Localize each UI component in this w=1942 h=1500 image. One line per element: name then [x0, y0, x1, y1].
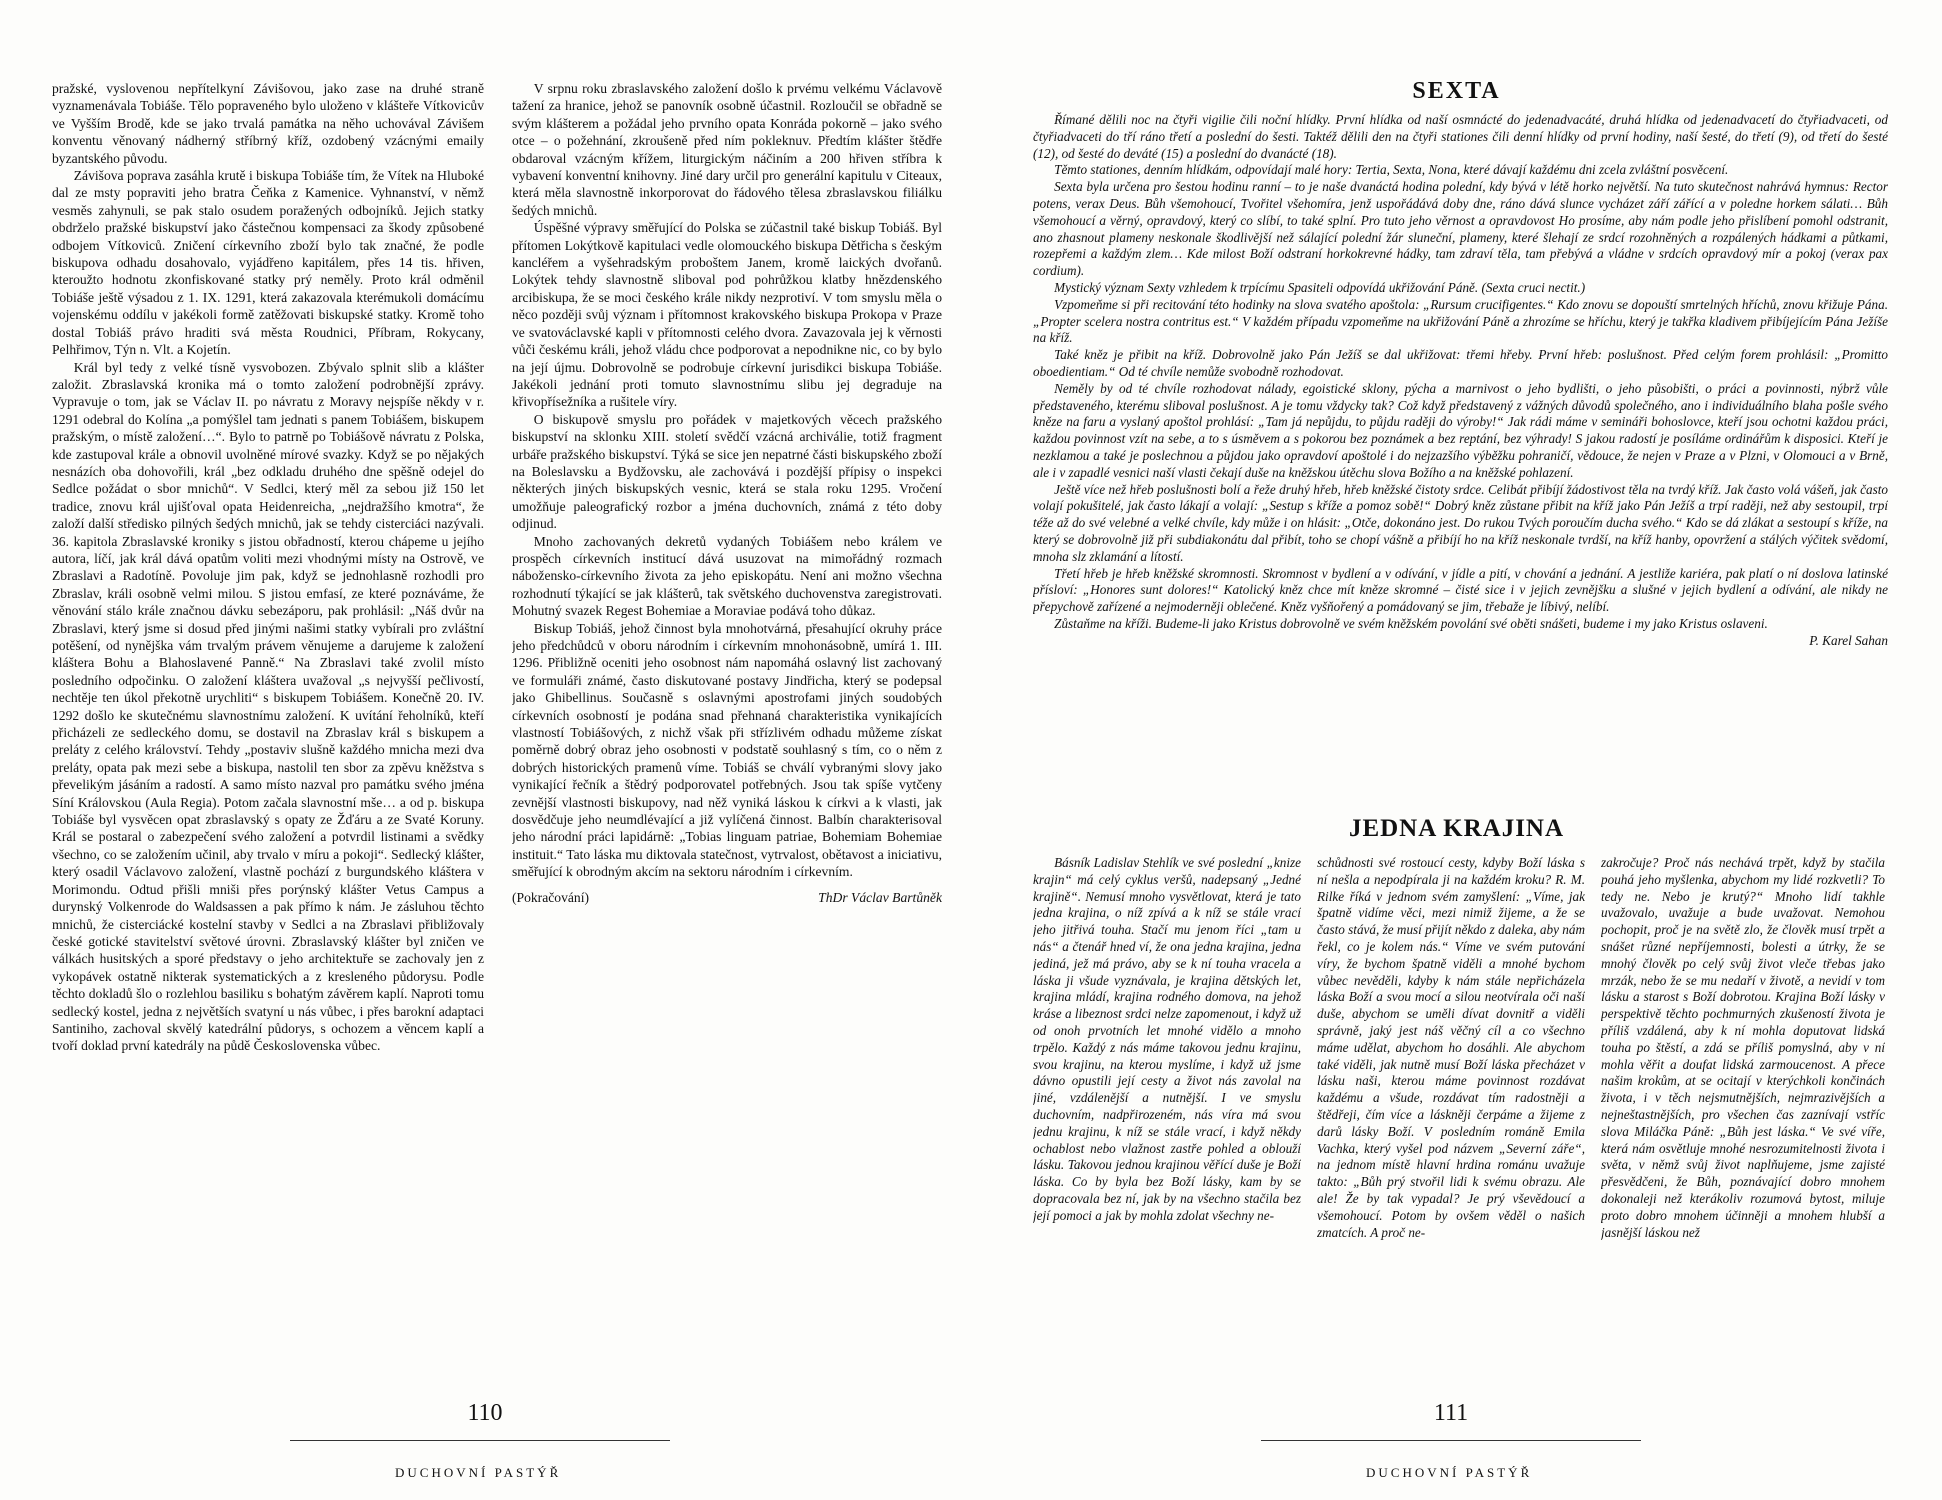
footer-title: DUCHOVNÍ PASTÝŘ: [1366, 1465, 1533, 1480]
paragraph: zakročuje? Proč nás nechává trpět, když by stačila pouhá jeho myšlenka, abychom my lidé rozkvetli? To tedy ne. Nebo je krutý?“ Mnoho lidí takhle uvažovalo, uvažuje a bude uvažovat. Nemohou pochopit, proč je na světě zlo, že člověk musí trpět a snášet různé nepříjemnosti, bolesti a útrky, že se mnohý člověk po celý svůj život vleče třebas jako mrzák, nebo že se mu nedaří v životě, a nevidí v tom lásku a starost s Boží dobrotou. Krajina Boží lásky v perspektivě těchto pochmurných zkušeností života je příliš vzdálená, aby k ní mohla doputovat lidská touha po štěstí, a zdá se příliš pomyslná, aby v ní mohla věřit a doufat lidská zarmoucenost. A přece našim krokům, at se ocitají v kterýchkoli končinách života, i v těch nejsmutnějších, nejmrazivějších a nejneštastnějších, pro všechen čas zaznívají vstříc slova Miláčka Páně: „Bůh jest láska.“ Ve své víře, která nám osvětluje mnohé nesrozumitelnosti života i světa, v němž svůj život naplňujeme, jsme zajisté přesvědčeni, že Bůh, poznávající dobro mnohem dokonaleji než kterákoliv rozumová bytost, miluje proto dobro mnohem účinněji a mnohem hlubší a jasnější láskou než: [1601, 855, 1885, 1240]
paragraph: Sexta byla určena pro šestou hodinu ranní – to je naše dvanáctá hodina polední, kdy bývá v létě horko největší. Na tuto skutečnost nahrává hymnus: Rector potens, verax Deus. Bůh všemohoucí, Tvořitel všehomíra, jenž uspořádává doby dne, ráno dává slunce vycházet září zářící a v poledne horkem sálati… Bůh všemohoucí a věrný, opravdový, který co slíbí, to také splní. Pro tuto jeho věrnost a opravdovost Ho prosíme, aby nám podle jeho přislíbení pomohl odstranit, ano zhasnout plameny neskonale škodlivější než sálající polední žár sluneční, plameny, které šlehají ze srdcí rozohněných a rozpálených hádkami a půtkami, rozepřemi a každým zlem… Kde milost Boží odstraní horkokrevné hádky, tam zdraví těla, tam přebývá a vládne v srdcích opravdový mír a pokoj (verax pax cordium).: [1033, 179, 1888, 279]
footer-title: DUCHOVNÍ PASTÝŘ: [395, 1465, 562, 1480]
krajina-column-3: [1601, 855, 1885, 1385]
paragraph: V srpnu roku zbraslavského založení došlo k prvému velkému Václavově tažení za hranice, jehož se panovník osobně účastnil. Rozloučil se obřadně se svým klášterem a požádal jeho prvního opata Konráda pokorně – jako svého otce – o požehnání, zkroušeně před ním pokleknuv. Předtím klášter štědře obdaroval vzácným křížem, liturgickým náčiním a 200 hřiven stříbra k vybavení konventní knihovny. Jiné dary určil pro generální kapitulu v Citeaux, která měla slavnostně inkorporovat do řádového tělesa zbraslavskou filiálku šedých mnichů.: [512, 81, 942, 218]
paragraph: Neměly by od té chvíle rozhodovat nálady, egoistické sklony, pýcha a marnivost o jeho bydlišti, o jeho působišti, o práci a povinnosti, nýbrž vůle představeného, kterému sliboval poslušnost. A je tomu vždycky tak? Což když představený z vážných důvodů společného, ano i individuálního blaha pošle svého kněze na faru a vyslaný apoštol prohlásí: „Tam já nepůjdu, to půjdu raději do výroby!“ Jak rádi máme v semináři bohoslovce, kteří jsou ochotni každou práci, každou povinnost vzít na sebe, a to s úsměvem a s pokorou bez poznámek a bez reptání, bez výhrady! S jakou radostí je posíláme ordinářům k disposici. Kteří je nezklamou a také je poslechnou a půjdou jako opravdoví apoštolé i do nejzazšího výběžku pohraničí, vědouce, že nejen v Praze a v Plzni, v Olomouci a v Brně, ale i v zapadlé vesnici naší vlasti čekají duše na kněžskou útěchu slova Božího a na kněžské pohlazení.: [1033, 380, 1888, 480]
paragraph: Římané dělili noc na čtyři vigilie čili noční hlídky. První hlídka od naší osmnácté do jedenadvacáté, druhá hlídka od jedenadvacetí do čtyřiadvaceti, od čtyřiadvaceti do tří ráno třetí a poslední do šesti. Taktéž dělili den na čtyři stationes čili denní hlídky od první hodiny, naší šesté, do třetí (9), od třetí do šesté (12), od šesté do deváté (15) a poslední do dvanácté (18).: [1033, 112, 1888, 161]
paragraph: Mnoho zachovaných dekretů vydaných Tobiášem nebo králem ve prospěch církevních institucí dává usuzovat na mimořádný rozmach nábožensko-církevního života za jeho episkopátu. Není ani možno všechna rozhodnutí týkající se jak klášterů, tak světského duchovenstva zaregistrovati. Mohutný svazek Regest Bohemiae a Moraviae podává toho důkaz.: [512, 533, 942, 619]
paragraph: Vzpomeňme si při recitování této hodinky na slova svatého apoštola: „Rursum crucifigentes.“ Kdo znovu se dopouští smrtelných hříchů, znovu křižuje Pána. „Propter scelera nostra contritus est.“ V každém případu vzpomeňme na ukřižování Páně a zhrozíme se hříchu, který je takřka kladivem přibíjejícím Pána Ježíše na kříž.: [1033, 296, 1888, 346]
continued-note: (Pokračování): [512, 889, 590, 905]
paragraph: Biskup Tobiáš, jehož činnost byla mnohotvárná, přesahující okruhy práce jeho předchůdců v oboru národním i církevním mnohonásobně, umírá 1. III. 1296. Přibližně oceniti jeho osobnost nám napomáhá oslavný list zachovaný ve formuláři známé, často diskutované postavy Jindřicha, který se podepsal jako Ghibellinus. Současně s oslavnými apostrofami jiných soudobých církevních osobností je podána snad přehnaná charakteristika vynikajících vlastností Tobiášových, z nichž však při střízlivém odhadu můžeme získat poměrně dobrý obraz jeho osobnosti v podstatě souhlasný s tím, co o něm z dobrých historických pramenů víme. Tobiáš se chválí vybranými slovy jako vynikající řečník a štědrý podporovatel potřebných. Jsou tak spíše vytčeny zevnější vlastnosti biskupovy, nad něž vyniká láskou k církvi a k vlasti, jak dosvědčuje jeho neumdlévající a již vylíčená činnost. Balbín charakterisoval jeho národní práci lapidárně: „Tobias linguam patriae, Bohemiam Bohemiae instituit.“ Tato láska mu diktovala statečnost, vytrvalost, obětavost a iniciativu, směřující k obrodným akcím na sektoru národním i církevním.: [512, 620, 942, 880]
author-name: ThDr Václav Bartůněk: [818, 889, 942, 905]
paragraph: Zůstaňme na kříži. Budeme-li jako Kristus dobrovolně ve svém kněžském povolání své oběti snášeti, budeme i my jako Kristus oslaveni.: [1054, 615, 1768, 631]
paragraph: Básník Ladislav Stehlík ve své poslední „knize krajin“ má celý cyklus veršů, nadepsaný „Jedné krajině“. Nemusí mnoho vysvětlovat, která je tato jedna krajina, o níž zpívá a k níž se stále vrací jeho jitřivá touha. Stačí mu jenom říci „tam u nás“ a čtenář hned ví, že ona jedna krajina, jedna jediná, jež má právo, aby se k ní touha vracela a láska ji všude vyznávala, je krajina dětských let, krajina mládí, krajina rodného domova, na jehož kráse a libeznost srdci nelze zapomenout, i když už od onoh prvotních let mnohé vidělo a mnoho trpělo. Každý z nás máme takovou jednu krajinu, svou krajinu, na kterou myslíme, i když už jsme dávno opustili její cesty a život nás zavolal na jiné, vzdálenější a nutnější. I ve smyslu duchovním, nadpřirozeném, nás víra má svou jednu krajinu, k níž se stále vrací, i když někdy ochablost nebo vlažnost zastře pohled a oblouží lásku. Takovou jednou krajinou věřící duše je Boží láska. Co by byla bez Boží lásky, kam by se dopracovala bez ní, jak by na všechno stačila bez její pomoci a jak by mohla zdolat všechny ne-: [1033, 855, 1301, 1223]
paragraph: Mystický význam Sexty vzhledem k trpícímu Spasiteli odpovídá ukřižování Páně. (Sexta cruci nectit.): [1054, 279, 1586, 295]
paragraph: Závišova poprava zasáhla krutě i biskupa Tobiáše tím, že Vítek na Hluboké dal ze msty popraviti jeho bratra Čeňka z Kamenice. Vyhnanství, v němž vesměs zahynuli, se pak stalo osudem poražených odbojníků. Jejich statky obdrželo pražské biskupství jako částečnou kompensaci za škody způsobené odbojem Vítkoviců. Zničení církevního zboží bylo tak značné, že podle biskupova odhadu dosahovalo, vyjádřeno kapitálem, přes 14 tis. hřiven, kteroužto hodnotu zkonfiskované statky prý neměly. Proto král odměnil Tobiáše ještě výsadou z 1. IX. 1291, která zakazovala kterémukoli domácímu vojenskému oddílu v jakékoli formě zatěžovati biskupské statky. Kromě toho dostal Tobiáš právo hraditi svá města Roudnici, Příbram, Rokycany, Pelhřimov, Týn n. Vlt. a Kojetín.: [52, 168, 484, 358]
article-signature: [512, 889, 942, 906]
sexta-text: [1033, 112, 1888, 832]
paragraph: Také kněz je přibit na kříž. Dobrovolně jako Pán Ježíš se dal ukřižovat: třemi hřeby. První hřeb: poslušnost. Před celým forem prohlásil: „Promitto oboedientiam.“ Od té chvíle nemůže svobodně rozhodovat.: [1033, 347, 1888, 379]
paragraph: schůdnosti své rostoucí cesty, kdyby Boží láska s ní nešla a nepodpírala ji na každém kroku? R. M. Rilke říká v jednom svém zamyšlení: „Víme, jak špatně vidíme věci, mezi nimiž žijeme, a že se často stává, že musí přijít někdo z daleka, aby nám řekl, co je kolem nás.“ Víme ve svém putování víry, že bychom špatně viděli a mnohé bychom vůbec nevěděli, kdyby k nám stále nepřicházela láska Boží a svou mocí a silou neotvírala oči naší duše, abychom se uměli dívat dovnitř a viděli správně, jaký jest náš věčný cíl a co všechno máme udělat, abychom ho dosáhli. Ale abychom také viděli, jak nutně musí Boží láska přecházet v lásku naši, kterou máme povinnost rozdávat každému a všude, rozdávat tím radostněji a štědřeji, čím více a láskněji čerpáme a žijeme z darů lásky Boží. V posledním románě Emila Vachka, který vyšel pod názvem „Severní záře“, na jednom místě hlavní hrdina románu uvažuje takto: „Bůh prý stvořil lidi k svému obrazu. Ale ale! Že by tak vypadal? Je prý vševědoucí a všemohoucí. Potom by ovšem věděl o našich zmatcích. A proč ne-: [1317, 855, 1585, 1240]
article-title-sexta: SEXTA: [1412, 78, 1501, 104]
paragraph: Třetí hřeb je hřeb kněžské skromnosti. Skromnost v bydlení a v odívání, v jídle a pití, v chování a jednání. A jestliže kariéra, pak platí o ní doslova latinské přísloví: „Honores sunt dolores!“ Katolický kněz chce mít kněze skromné – čisté sice i v jejich zevnějšku a slušné v jejich bydlení a odívání, ale nikdy ne přepychově zařízené a nejmoderněji oblečené. Kněz vyšňořený a pomádovaný se jim, třebaže je líbivý, nelíbí.: [1033, 565, 1888, 615]
right-page: [971, 0, 1942, 1500]
krajina-column-1: [1033, 855, 1301, 1385]
paragraph: Král byl tedy z velké tísně vysvobozen. Zbývalo splnit slib a klášter založit. Zbraslavská kronika má o tomto založení podrobnější zprávy. Vypravuje o tom, jak se Václav II. po návratu z Moravy nejspíše někdy v r. 1291 odebral do Kolína „a pomýšlel tam jednati s panem Tobiášem, biskupem pražským, o místě založení…“. Bylo to patrně po Tobiášově návratu z Polska, kde zastupoval krále a obnovil uvolněné mírové svazky. Když se po nějakých nesnázích oba dohovořili, král „bez odkladu druhého dne spěšně odejel do Sedlce požádat o sbor mnichů“. V Sedlci, který měl za sebou již 150 let tradice, znovu král ujišťoval opata Heidenreicha, „nejdražšího kmotra“, že založí další středisko pilných šedých mnichů, jak se tehdy cisterciáci nazývali. 36. kapitola Zbraslavské kroniky s jistou obřadností, kterou chápeme u jejího autora, líčí, jak král dává opatům voliti mezi vhodnými místy na Ostrově, ve Zbraslavi a Radotíně. Povoluje jim pak, když se jednohlasně rozhodli pro Zbraslav, králi osobně velmi milou. S jistou emfasí, ze které poznáváme, že věnování stálo krále značnou dávku sebezáporu, pak prohlásil: „Náš dvůr na Zbraslavi, který jsme si dosud před jinými našimi statky vybírali pro zvláštní potěšení, od nynějška vám trvalým právem věnujeme a darujeme k založení kláštera Bohu a Blahoslavené Panně.“ Na Zbraslavi také zvolil místo posledního odpočinku. O založení kláštera uvažoval „s nejvyšší pečlivostí, nechtěje ten úkol překotně urychliti“ s biskupem Tobiášem. Konečně 20. IV. 1292 došlo ke skutečnému slavnostnímu založení. K uvítání řeholníků, kteří přicházeli ze sedleckého domu, se dostavil na Zbraslav král s biskupem a preláty z celého království. Tehdy „postaviv slušně každého mnicha mezi dva preláty, opata pak mezi sebe a biskupa, nastolil ten sbor za zpěvu kněžstva s převelikým jásáním a radostí. A samo místo nazval pro památku svého jména Síní Královskou (Aula Regia). Potom začala slavnostní mše… a od p. biskupa Tobiáše byl vysvěcen opat zbraslavský s opaty ze Žďáru a ze Svaté Koruny. Král se postaral o zabezpečení svého založení a potvrdil listinami a svědky všechno, co se založením učinil, aby trvalo v míru a pokoji“. Sedlecký klášter, který osadil Václavovo založení, vlastně pochází z burgundského kláštera v Morimondu. Odtud přišli mniši přes porýnský klášter Vetus Campus a durynský Volkenrode do Waldsassen a pak přímo k nám. Je zásluhou těchto mnichů, že cisterciácké kostelní stavby v Sedlci a na Zbraslavi přibližovaly české gotické stavitelství světové úrovni. Zbraslavský klášter byl zničen ve válkách husitských a sporé představy o jeho architektuře se zachovaly jen z vykopávek ostatně nikterak systematických a z kresleného půdorysu. Podle těchto dokladů šlo o rozlehlou basiliku s bohatým závěrem kaplí. Naproti tomu sedlecký kostel, jedna z největších svatyní u nás vůbec, i přes barokní adaptaci Santiniho, zachoval skvělý katedrální půdorys, s ochozem a věncem kaplí a tvoří doklad první katedrály na půdě Československa vůbec.: [52, 359, 484, 1054]
paragraph: pražské, vyslovenou nepřítelkyní Závišovou, jako zase na druhé straně vyznamenávala Tobiáše. Tělo popraveného bylo uloženo v klášteře Vítkovicův ve Vyšším Brodě, kde se jako trvalá památka na něho uchovával Závišem konventu věnovaný nádherný stříbrný kříž, ozdobený vzácnými emaily byzantského původu.: [52, 81, 484, 166]
paragraph: O biskupově smyslu pro pořádek v majetkových věcech pražského biskupství na sklonku XIII. století svědčí vzácná archiválie, totiž fragment urbáře pražského biskupství. Týká se sice jen nepatrné části biskupského zboží na Boleslavsku a Bydžovsku, ale zachovává i pozdější přípisy o inspekci některých jiných biskupských vesnic, která se stala roku 1295. Vročení umožňuje paleografický rozbor a jména duchovních, známá z této doby odjinud.: [512, 411, 942, 532]
paragraph: Těmto stationes, denním hlídkám, odpovídají malé hory: Tertia, Sexta, Nona, které dávají každému dni zcela zvláštní posvěcení.: [1054, 162, 1729, 178]
footer-rule: [1261, 1440, 1641, 1441]
paragraph: Úspěšné výpravy směřující do Polska se zúčastnil také biskup Tobiáš. Byl přítomen Lokýtkově kapitulaci vedle olomouckého biskupa Dětřicha s českým kancléřem a vyšehradským proboštem Janem, kromě laických dvořanů. Lokýtek tehdy slavnostně sliboval pod pohrůžkou klatby hnězdenského arcibiskupa, že se moci českého krále nikdy nezprotiví. V tom smyslu měla o něco později svůj význam i přítomnost krakovského biskupa Prokopa v Praze ve svatováclavské kapli v přítomnosti celého dvora. Zavazovala jej k věrnosti vůči českému králi, jehož vládu chce podporovat a nepodnikne nic, co by bylo na její újmu. Dobrovolně se podrobuje církevní jurisdikci biskupa Tobiáše. Jakékoli jednání proti tomuto slavnostnímu slibu jej degraduje na křivopřísežníka a rušitele víry.: [512, 220, 942, 410]
paragraph: Ještě více než hřeb poslušnosti bolí a řeže druhý hřeb, hřeb kněžské čistoty srdce. Celibát přibíjí žádostivost těla na tvrdý kříž. Jak často volá vášeň, jak často volají pokušitelé, jak často lákají a volají: „Sestup s kříže a pomoz sobě!“ Dobrý kněz zůstane přibit na kříž jako Pán Ježíš a trpí raději, než aby sestoupil, trpí téže až do své velebné a velké chvíle, kdy může i on hlásit: „Otče, dokonáno jest. Do rukou Tvých poroučím ducha svého.“ Kdo se dá zlákat a sestoupí s kříže, na který se dobrovolně již při subdiakonátu dal přibít, toho se chopí vášně a přibíjí ho na kříž neskonale tvrdší, na kříž hanby, opovržení a stálých výčitek svědomí, mnoha slz zklamání a lítostí.: [1033, 481, 1888, 564]
article-title-krajina: JEDNA KRAJINA: [1348, 815, 1565, 842]
footer-rule: [290, 1440, 670, 1441]
left-column-1: [52, 80, 484, 1383]
page-number: 110: [467, 1400, 503, 1426]
page-number: 111: [1433, 1400, 1469, 1426]
krajina-column-2: [1317, 855, 1585, 1385]
author-name: P. Karel Sahan: [1809, 632, 1888, 648]
left-column-2: [512, 80, 942, 1383]
